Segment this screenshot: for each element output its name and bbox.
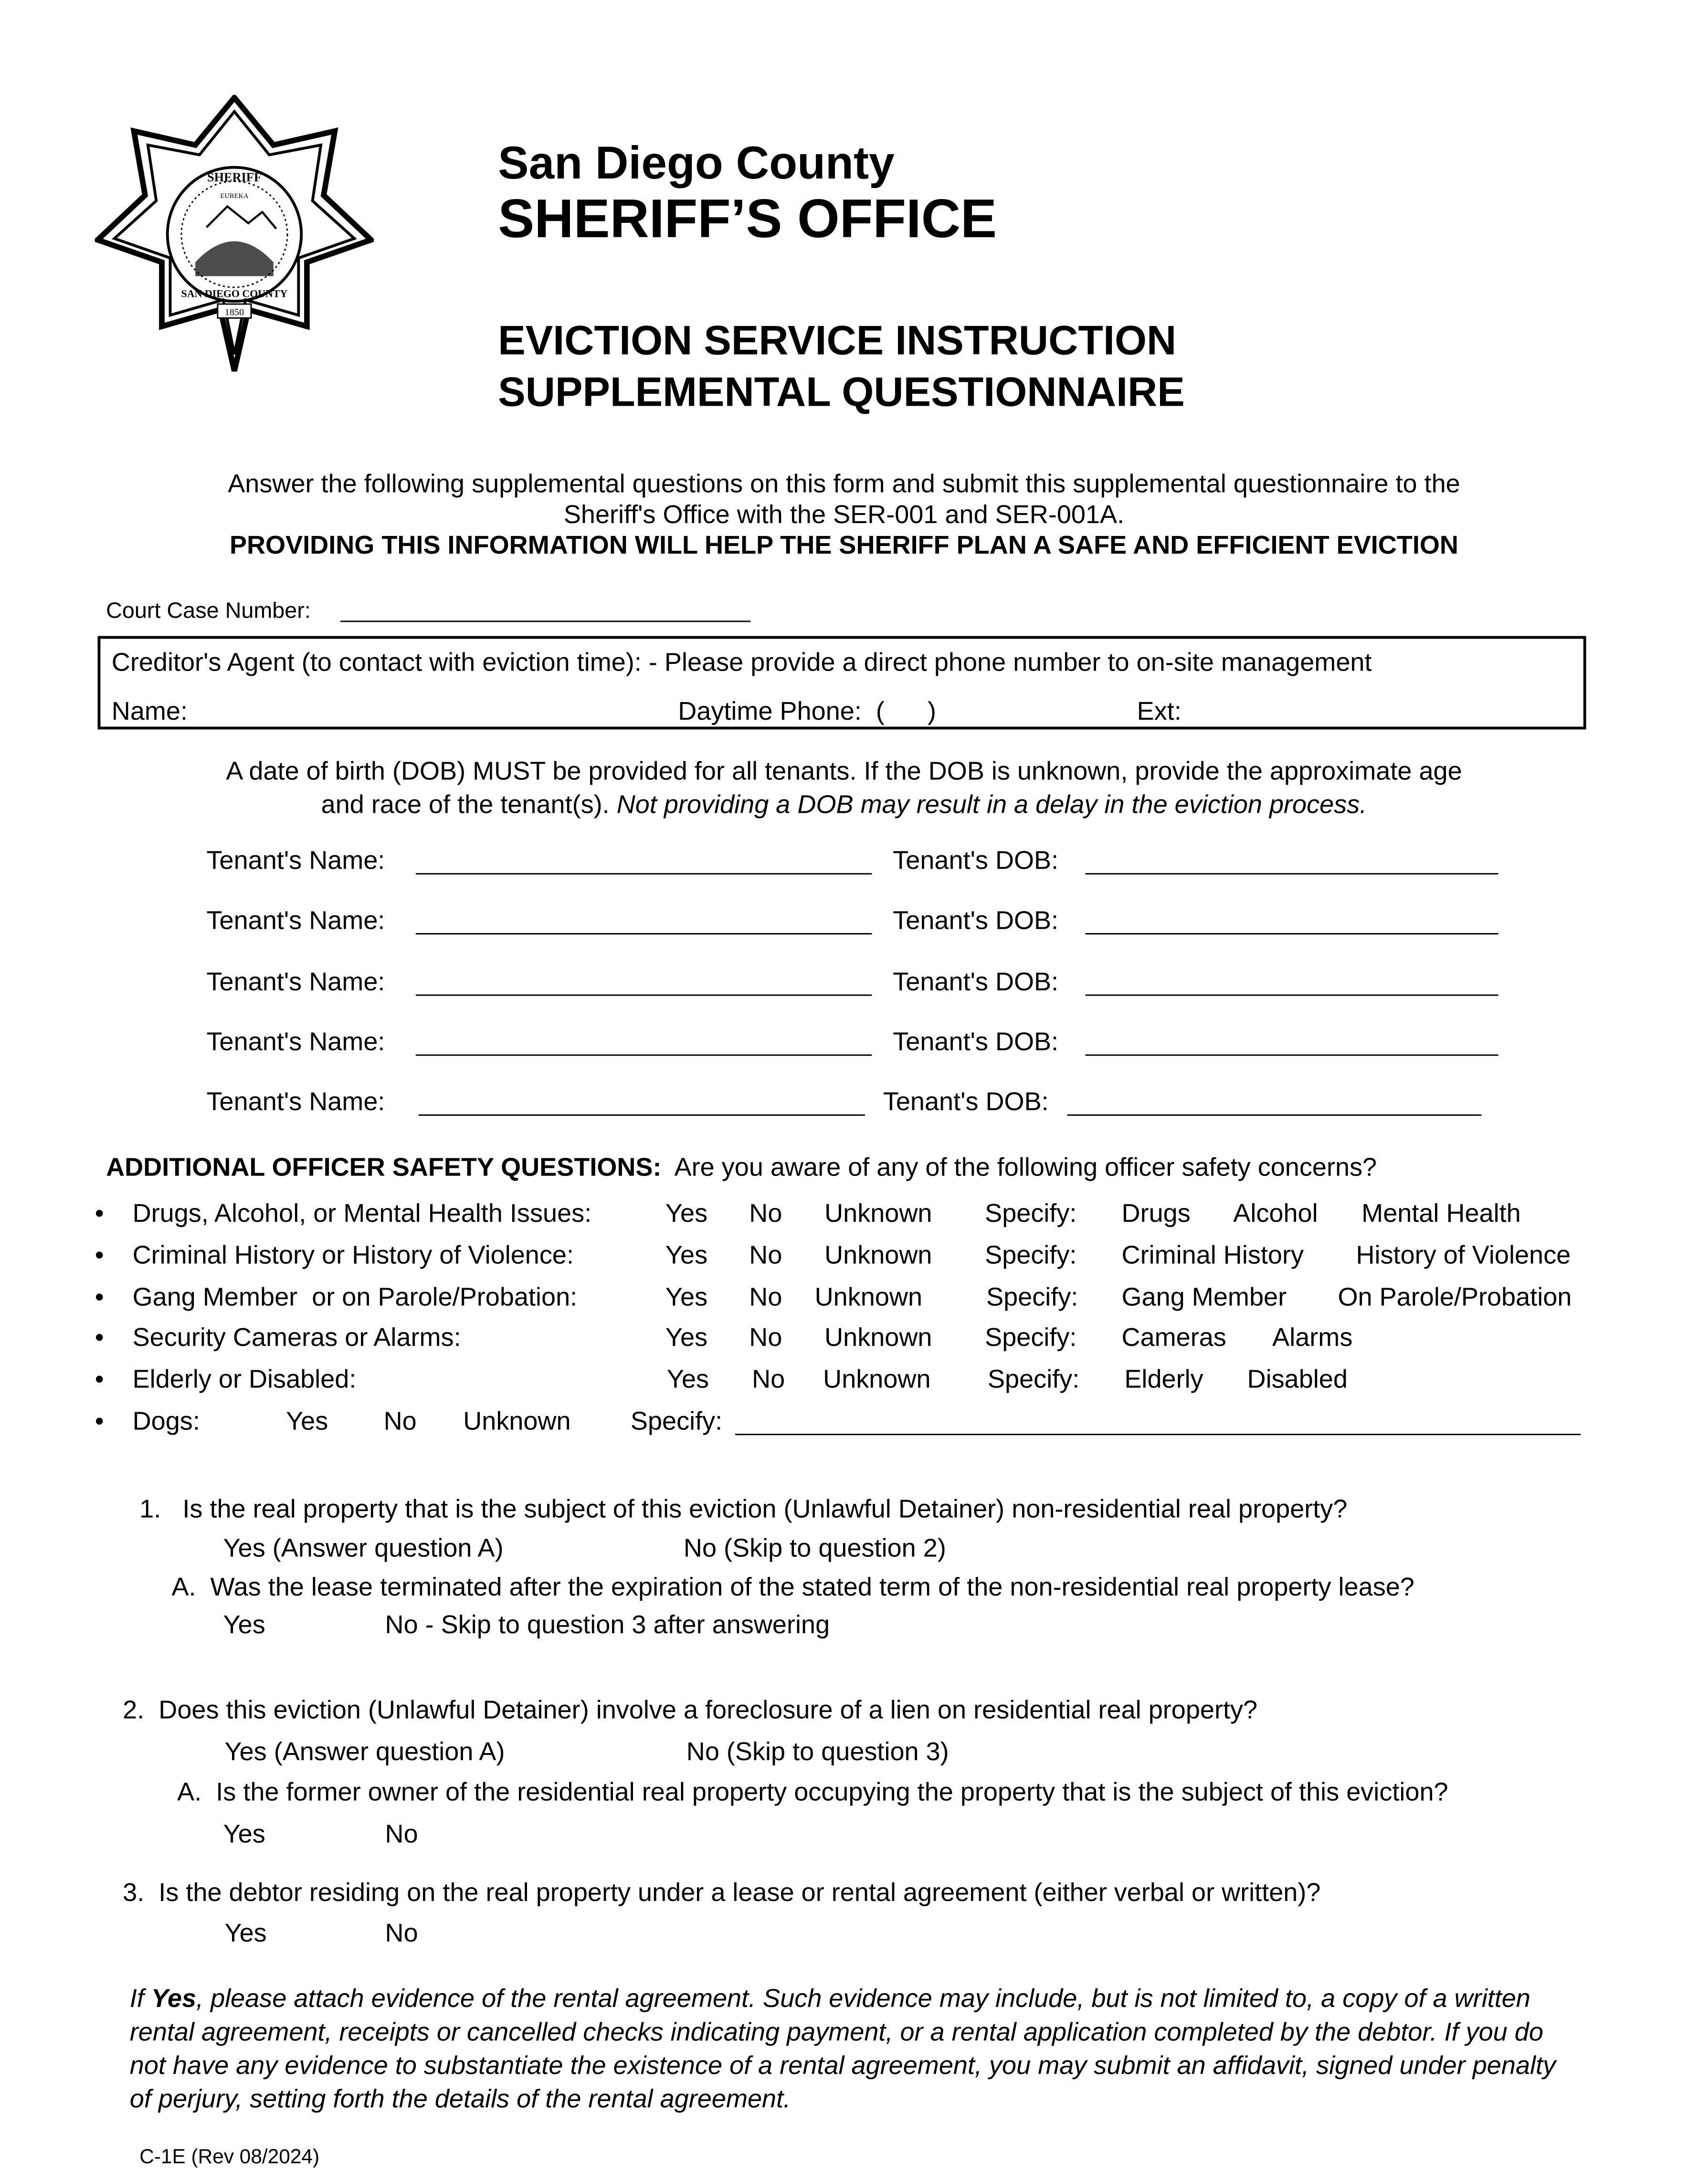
option-yes[interactable]: Yes (665, 1198, 708, 1228)
rental-evidence-paragraph (130, 1982, 1567, 2116)
tenant-dob-field[interactable] (1086, 1054, 1498, 1056)
svg-text:SHERIFF: SHERIFF (207, 170, 262, 184)
safety-item-label: Criminal History or History of Violence: (132, 1239, 574, 1270)
specify-option[interactable]: Drugs (1121, 1198, 1191, 1228)
specify-label: Specify: (630, 1406, 723, 1436)
q1-yes-option[interactable]: Yes (Answer question A) (223, 1533, 504, 1562)
dob-notice-line1: A date of birth (DOB) MUST be provided for all tenants. If the DOB is unknown, provide the approximate age (226, 756, 1462, 786)
specify-option[interactable]: Alarms (1272, 1322, 1353, 1352)
tenant-dob-field[interactable] (1067, 1114, 1482, 1116)
agent-phone-label[interactable]: Daytime Phone: ( ) (678, 696, 937, 725)
dogs-label: Dogs: (132, 1406, 200, 1436)
question-3: 3. Is the debtor residing on the real property under a lease or rental agreement (either verbal or written)? (123, 1877, 1321, 1907)
tenant-name-label: Tenant's Name: (206, 1086, 385, 1116)
form-revision-footer: C-1E (Rev 08/2024) (139, 2146, 320, 2169)
bullet-icon: • (95, 1281, 104, 1311)
tenant-name-label: Tenant's Name: (206, 845, 385, 875)
tenant-name-label: Tenant's Name: (206, 966, 385, 996)
evidence-bold-yes: Yes (151, 1983, 197, 2013)
specify-label: Specify: (985, 1239, 1077, 1270)
tenant-name-field[interactable] (416, 995, 872, 996)
safety-heading (106, 1152, 1377, 1183)
q1-no-option[interactable]: No (Skip to question 2) (683, 1533, 946, 1562)
tenant-dob-field[interactable] (1086, 995, 1498, 996)
option-yes[interactable]: Yes (665, 1239, 708, 1270)
option-yes[interactable]: Yes (666, 1364, 709, 1394)
option-yes[interactable]: Yes (286, 1406, 328, 1436)
bullet-icon: • (95, 1364, 104, 1394)
tenant-name-label: Tenant's Name: (206, 1026, 385, 1056)
tenant-name-label: Tenant's Name: (206, 905, 385, 934)
option-unknown[interactable]: Unknown (814, 1281, 923, 1311)
tenant-name-field[interactable] (416, 873, 872, 874)
svg-text:SAN DIEGO COUNTY: SAN DIEGO COUNTY (181, 287, 288, 300)
tenant-dob-label: Tenant's DOB: (893, 845, 1059, 875)
tenant-name-field[interactable] (416, 1054, 872, 1056)
tenant-name-field[interactable] (416, 933, 872, 934)
agent-ext-label[interactable]: Ext: (1137, 696, 1182, 725)
specify-option[interactable]: Disabled (1247, 1364, 1348, 1394)
specify-option[interactable]: Cameras (1121, 1322, 1226, 1352)
agent-name-label[interactable]: Name: (111, 696, 188, 725)
q1a-no-option[interactable]: No - Skip to question 3 after answering (385, 1609, 830, 1639)
svg-text:EUREKA: EUREKA (220, 192, 249, 200)
svg-text:1850: 1850 (224, 307, 244, 318)
tenant-name-field[interactable] (419, 1114, 865, 1116)
specify-label: Specify: (985, 1322, 1077, 1352)
form-title-line1: EVICTION SERVICE INSTRUCTION (498, 318, 1177, 364)
question-2a: A. Is the former owner of the residential real property occupying the property that is the subject of this eviction? (177, 1777, 1448, 1806)
option-no[interactable]: No (749, 1239, 782, 1270)
tenant-dob-label: Tenant's DOB: (883, 1086, 1049, 1116)
option-unknown[interactable]: Unknown (463, 1406, 571, 1436)
bullet-icon: • (95, 1322, 104, 1352)
tenant-dob-label: Tenant's DOB: (893, 905, 1059, 934)
safety-item-label: Elderly or Disabled: (132, 1364, 357, 1394)
option-no[interactable]: No (383, 1406, 417, 1436)
intro-line2: Sheriff's Office with the SER-001 and SER-001A. (563, 499, 1125, 529)
option-no[interactable]: No (752, 1364, 785, 1394)
option-unknown[interactable]: Unknown (824, 1239, 932, 1270)
option-no[interactable]: No (749, 1281, 782, 1311)
tenant-dob-label: Tenant's DOB: (893, 1026, 1059, 1056)
q2a-no-option[interactable]: No (385, 1818, 418, 1848)
safety-item-label: Gang Member or on Parole/Probation: (132, 1281, 578, 1311)
specify-label: Specify: (987, 1364, 1080, 1394)
badge-star-outer (98, 98, 371, 371)
q1a-yes-option[interactable]: Yes (223, 1609, 265, 1639)
intro-bold-notice: PROVIDING THIS INFORMATION WILL HELP THE SHERIFF PLAN A SAFE AND EFFICIENT EVICTION (229, 530, 1458, 559)
specify-option[interactable]: Mental Health (1361, 1198, 1521, 1228)
intro-line1: Answer the following supplemental questions on this form and submit this supplemental questionnaire to the (228, 468, 1460, 498)
bullet-icon: • (95, 1406, 104, 1436)
evidence-rest: , please attach evidence of the rental agreement. Such evidence may include, but is not limited to, a copy of a written rental agreement, receipts or cancelled checks indicating payment, or a rental application completed by the debtor. If you do not have any evidence to substantiate the existence of a rental agreement, you may submit an affidavit, signed under penalty of perjury, setting forth the details of the rental agreement. (129, 1983, 1556, 2113)
agent-heading: Creditor's Agent (to contact with eviction time): - Please provide a direct phone number to on-site management (111, 647, 1372, 677)
specify-option[interactable]: History of Violence (1356, 1239, 1571, 1270)
option-no[interactable]: No (749, 1198, 782, 1228)
specify-label: Specify: (986, 1281, 1078, 1311)
sheriff-badge-logo (95, 95, 374, 374)
specify-option[interactable]: Criminal History (1121, 1239, 1304, 1270)
evidence-prefix: If (129, 1983, 151, 2013)
specify-label: Specify: (985, 1198, 1077, 1228)
dob-notice-plain: and race of the tenant(s). (321, 789, 617, 819)
county-name: San Diego County (498, 136, 895, 189)
form-title-line2: SUPPLEMENTAL QUESTIONNAIRE (498, 369, 1185, 416)
dob-notice-italic: Not providing a DOB may result in a delay in the eviction process. (616, 789, 1367, 819)
tenant-dob-field[interactable] (1086, 873, 1498, 874)
specify-option[interactable]: Alcohol (1233, 1198, 1318, 1228)
safety-item-label: Drugs, Alcohol, or Mental Health Issues: (132, 1198, 592, 1228)
option-yes[interactable]: Yes (665, 1281, 708, 1311)
safety-item-label: Security Cameras or Alarms: (132, 1322, 461, 1352)
option-unknown[interactable]: Unknown (824, 1198, 932, 1228)
question-1a: A. Was the lease terminated after the expiration of the stated term of the non-residential real property lease? (171, 1572, 1414, 1601)
q2-no-option[interactable]: No (Skip to question 3) (686, 1736, 949, 1766)
option-unknown[interactable]: Unknown (823, 1364, 931, 1394)
dob-notice-line2 (0, 789, 1688, 820)
q2a-yes-option[interactable]: Yes (223, 1818, 265, 1848)
option-no[interactable]: No (749, 1322, 782, 1352)
q3-yes-option[interactable]: Yes (224, 1918, 267, 1947)
question-1: 1. Is the real property that is the subject of this eviction (Unlawful Detainer) non-residential real property? (139, 1493, 1348, 1523)
specify-option[interactable]: Elderly (1124, 1364, 1203, 1394)
safety-heading-bold: ADDITIONAL OFFICER SAFETY QUESTIONS: (106, 1152, 662, 1182)
specify-option[interactable]: On Parole/Probation (1338, 1281, 1572, 1311)
court-case-number-field[interactable] (340, 620, 750, 622)
bullet-icon: • (95, 1198, 104, 1228)
office-name: SHERIFF’S OFFICE (498, 189, 997, 250)
bullet-icon: • (95, 1239, 104, 1270)
q3-no-option[interactable]: No (385, 1918, 418, 1947)
q2-yes-option[interactable]: Yes (Answer question A) (224, 1736, 505, 1766)
safety-heading-rest: Are you aware of any of the following officer safety concerns? (674, 1152, 1377, 1182)
question-2: 2. Does this eviction (Unlawful Detainer) involve a foreclosure of a lien on residential real property? (123, 1694, 1258, 1724)
tenant-dob-field[interactable] (1086, 933, 1498, 934)
option-unknown[interactable]: Unknown (824, 1322, 932, 1352)
option-yes[interactable]: Yes (665, 1322, 708, 1352)
dogs-specify-field[interactable] (735, 1434, 1581, 1435)
specify-option[interactable]: Gang Member (1121, 1281, 1287, 1311)
tenant-dob-label: Tenant's DOB: (893, 966, 1059, 996)
court-case-label: Court Case Number: (106, 599, 311, 624)
